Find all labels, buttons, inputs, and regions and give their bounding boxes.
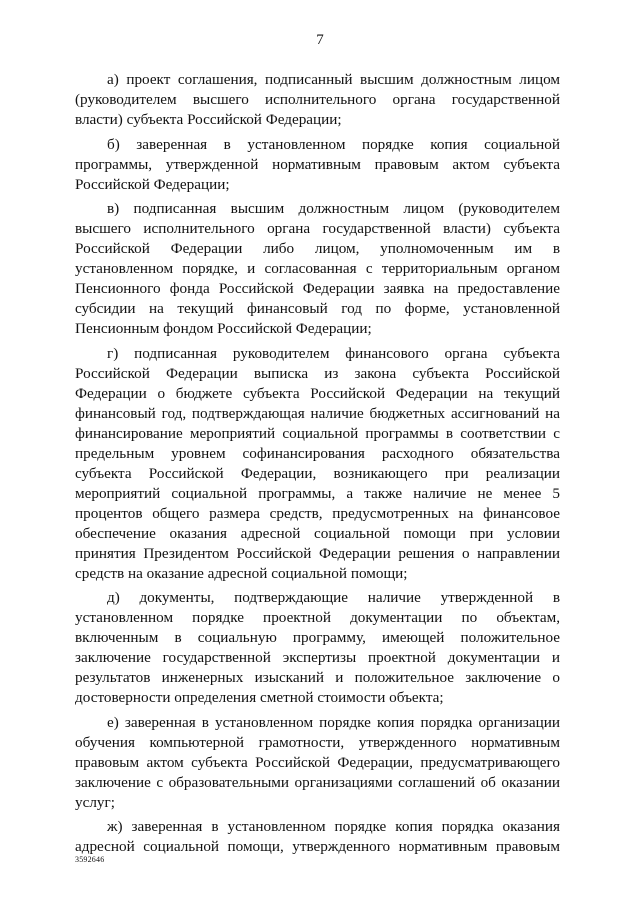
page-number: 7: [316, 32, 324, 48]
document-body: [75, 70, 560, 862]
paragraph-zh: ж) заверенная в установленном порядке копия порядка оказания адресной социальной помощи, утвержденного нормативным правовым: [75, 818, 560, 855]
paragraph-e: е) заверенная в установленном порядке копия порядка организации обучения компьютерной грамотности, утвержденного нормативным правовым актом субъекта Российской Федерации, предусматривающего заключение с образовательными организациями соглашений об оказании услуг;: [75, 713, 560, 811]
document-id: 3592646: [75, 855, 105, 864]
paragraph-v: в) подписанная высшим должностным лицом (руководителем высшего исполнительного органа государственной власти) субъекта Российской Федерации либо лицом, уполномоченным им в установленном порядке, и согласованная с территориальным органом Пенсионного фонда Российской Федерации заявка на предоставление субсидии на текущий финансовый год по форме, установленной Пенсионным фондом Российской Федерации;: [75, 200, 560, 337]
paragraph-b: б) заверенная в установленном порядке копия социальной программы, утвержденной нормативным правовым актом субъекта Российской Федерации;: [75, 135, 560, 193]
paragraph-d: д) документы, подтверждающие наличие утвержденной в установленном порядке проектной документации по объектам, включенным в социальную программу, имеющей положительное заключение государственной экспертизы проектной документации и результатов инженерных изысканий и положительное заключение о достоверности определения сметной стоимости объекта;: [75, 589, 560, 706]
paragraph-g: г) подписанная руководителем финансового органа субъекта Российской Федерации выписка из закона субъекта Российской Федерации о бюджете субъекта Российской Федерации на текущий финансовый год, подтверждающая наличие бюджетных ассигнований на финансирование мероприятий социальной программы в соответствии с предельным уровнем софинансирования расходного обязательства субъекта Российской Федерации, возникающего при реализации мероприятий социальной программы, а также наличие не менее 5 процентов общего размера средств, предусмотренных на финансовое обеспечение оказания адресной социальной помощи при условии принятия Президентом Российской Федерации решения о направлении средств на оказание адресной социальной помощи;: [75, 344, 560, 582]
paragraph-a: а) проект соглашения, подписанный высшим должностным лицом (руководителем высшего исполнительного органа государственной власти) субъекта Российской Федерации;: [75, 71, 560, 128]
